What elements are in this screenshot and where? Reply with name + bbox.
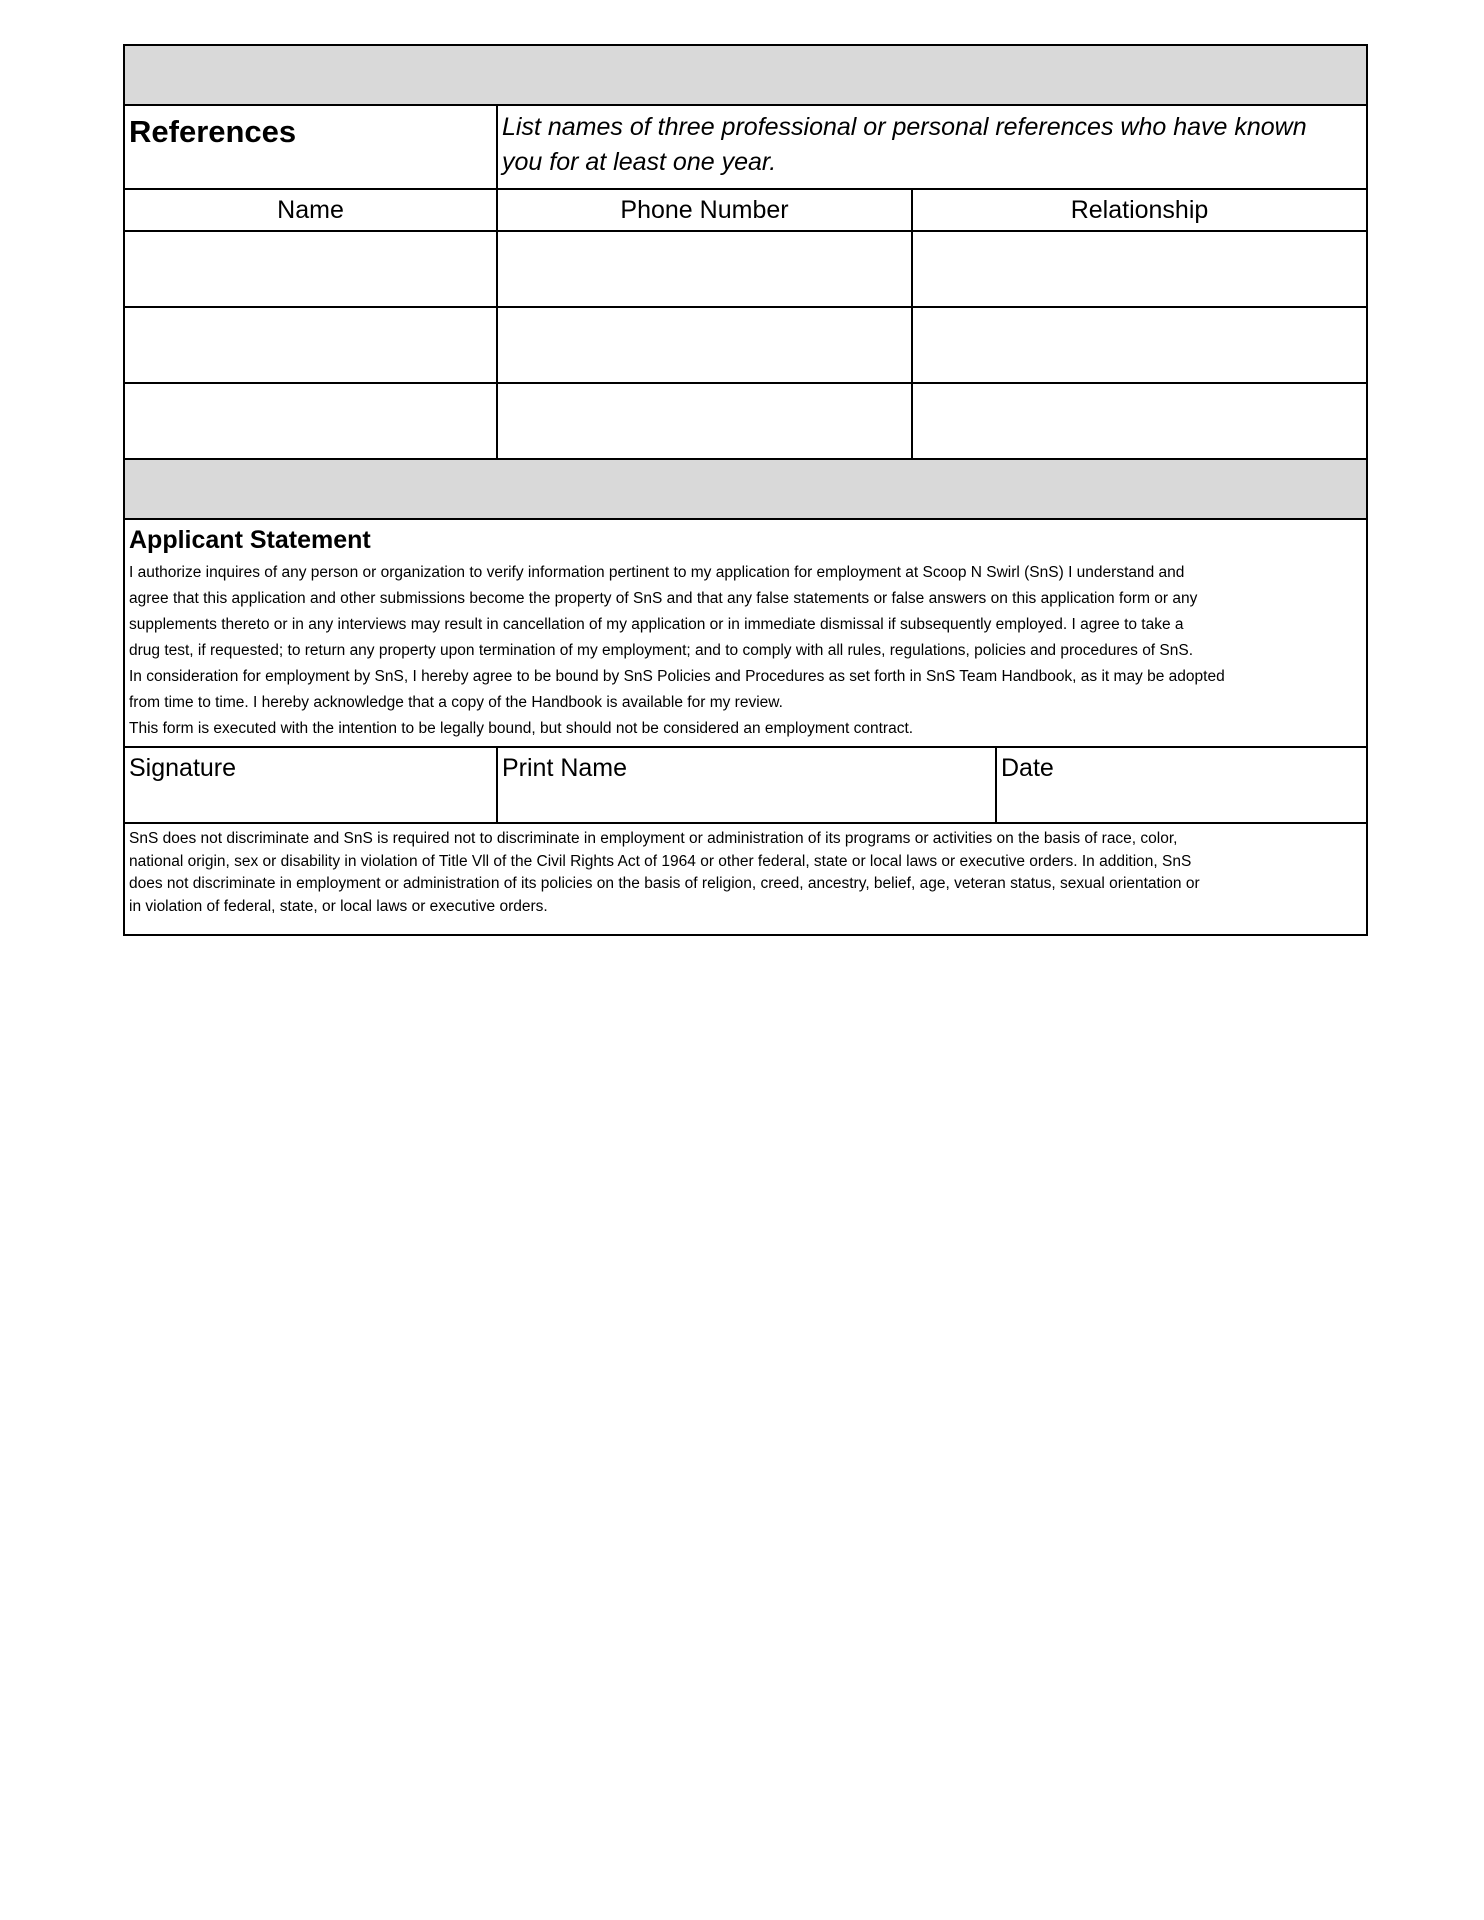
reference-2-phone-field[interactable] (498, 308, 913, 382)
references-column-headers (125, 190, 1366, 232)
reference-1-name-field[interactable] (125, 232, 498, 306)
application-form (123, 44, 1368, 936)
statement-line: In consideration for employment by SnS, I hereby agree to be bound by SnS Policies and Procedures as set forth in SnS Team Handbook, as it may be adopted (129, 668, 1225, 685)
statement-line: supplements thereto or in any interviews may result in cancellation of my application or in immediate dismissal if subsequently employed. I agree to take a (129, 616, 1184, 633)
column-header-name: Name (125, 190, 498, 230)
notice-line: does not discriminate in employment or administration of its policies on the basis of religion, creed, ancestry, belief, age, veteran status, sexual orientation or (129, 875, 1200, 892)
reference-row-2 (125, 308, 1366, 384)
reference-2-relationship-field[interactable] (913, 308, 1366, 382)
print-name-field[interactable] (498, 748, 997, 822)
signature-field[interactable] (125, 748, 498, 822)
reference-1-relationship-field[interactable] (913, 232, 1366, 306)
applicant-statement (125, 520, 1366, 748)
date-field[interactable] (997, 748, 1366, 822)
notice-line: SnS does not discriminate and SnS is required not to discriminate in employment or administration of its programs or activities on the basis of race, color, (129, 830, 1178, 847)
statement-line: drug test, if requested; to return any property upon termination of my employment; and to comply with all rules, regulations, policies and procedures of SnS. (129, 642, 1194, 659)
signature-label: Signature (129, 754, 237, 782)
notice-line: in violation of federal, state, or local laws or executive orders. (129, 897, 548, 915)
applicant-statement-title: Applicant Statement (129, 526, 371, 554)
reference-row-3 (125, 384, 1366, 460)
reference-1-phone-field[interactable] (498, 232, 913, 306)
reference-3-phone-field[interactable] (498, 384, 913, 458)
reference-row-1 (125, 232, 1366, 308)
notice-line: national origin, sex or disability in violation of Title Vll of the Civil Rights Act of 1964 or other federal, state or local laws or executive orders. In addition, SnS (129, 852, 1192, 870)
statement-line: This form is executed with the intention to be legally bound, but should not be considered an employment contract. (129, 720, 914, 737)
statement-line: agree that this application and other submissions become the property of SnS and that any false statements or false answers on this application form or any (129, 590, 1198, 607)
date-label: Date (1001, 754, 1054, 782)
references-instruction-line-1: List names of three professional or personal references who have known (502, 113, 1307, 141)
reference-3-name-field[interactable] (125, 384, 498, 458)
signature-row (125, 748, 1366, 824)
divider-band (125, 460, 1366, 520)
print-name-label: Print Name (502, 754, 628, 782)
statement-line: I authorize inquires of any person or organization to verify information pertinent to my application for employment at Scoop N Swirl (SnS) I understand and (129, 564, 1185, 581)
references-title: References (125, 106, 498, 188)
non-discrimination-notice (125, 824, 1366, 934)
reference-2-name-field[interactable] (125, 308, 498, 382)
references-header (125, 106, 1366, 190)
references-instruction-line-2: you for at least one year. (502, 148, 777, 176)
statement-line: from time to time. I hereby acknowledge that a copy of the Handbook is available for my review. (129, 694, 783, 711)
header-band (125, 46, 1366, 106)
column-header-relationship: Relationship (1070, 195, 1209, 224)
column-header-phone: Phone Number (498, 190, 913, 230)
references-instruction (498, 106, 1366, 188)
reference-3-relationship-field[interactable] (913, 384, 1366, 458)
